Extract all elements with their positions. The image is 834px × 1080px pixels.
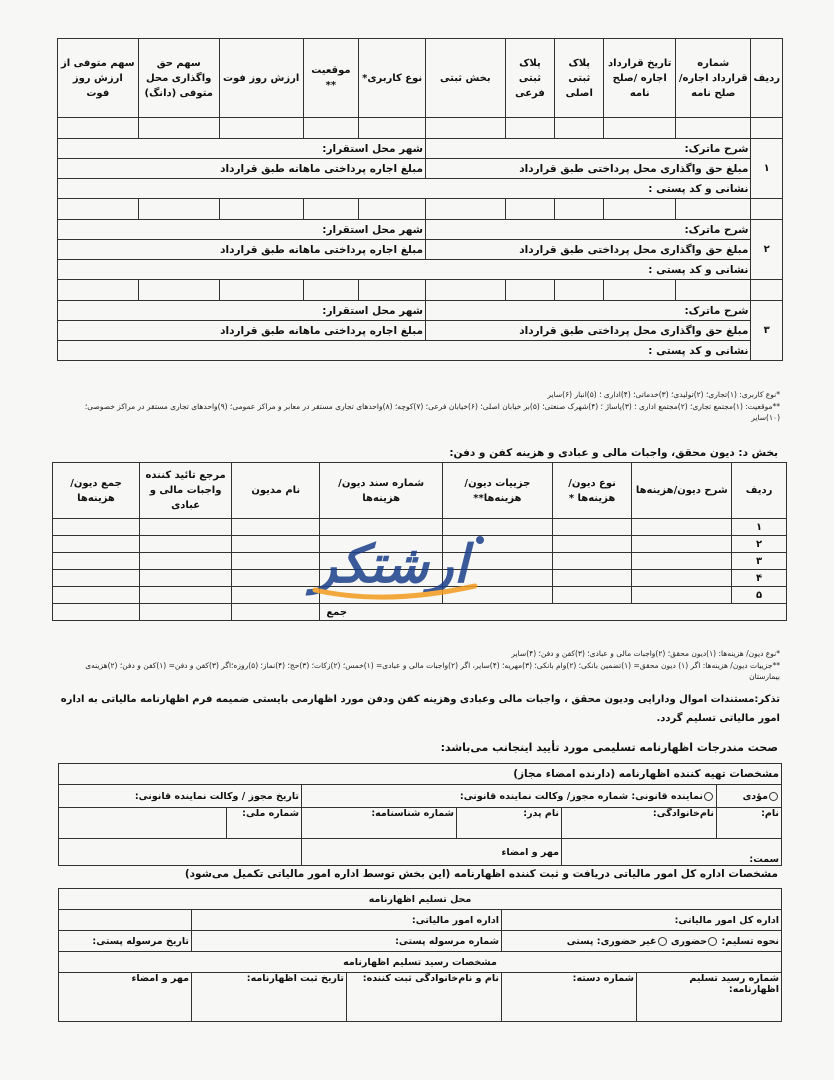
location-footnote-end: (۱۰)سایر xyxy=(751,413,780,423)
receipt-title: مشخصات رسید تسلیم اظهارنامه xyxy=(59,952,782,973)
debt-types-footnote: *نوع دیون/ هزینه‌ها: (۱)دیون محقق؛ (۲)واجبات مالی و عبادی؛ (۳)کفن و دفن؛ (۴)سایر xyxy=(511,649,780,658)
footnotes-debt-types xyxy=(40,648,780,683)
seal-area[interactable] xyxy=(59,839,302,866)
registration-date-label: تاریخ ثبت اظهارنامه: xyxy=(192,973,347,1022)
debt-details-footnote-end: بیمارستان xyxy=(749,672,780,682)
cell[interactable] xyxy=(140,536,232,553)
table-row xyxy=(58,301,783,321)
col-header: نوع کاربری* xyxy=(359,39,426,118)
cell[interactable] xyxy=(53,536,140,553)
cell[interactable] xyxy=(53,519,140,536)
city-label: شهر محل استقرار: xyxy=(58,139,426,159)
cell[interactable] xyxy=(53,587,140,604)
receipt-number-label: شماره رسید تسلیم اظهارنامه: xyxy=(637,973,782,1022)
seal-label: مهر و امضاء xyxy=(302,839,562,866)
table-row xyxy=(59,764,782,785)
cell[interactable] xyxy=(320,519,443,536)
preparer-title: مشخصات تهیه کننده اظهارنامه (دارنده امضاء مجاز) xyxy=(59,764,782,785)
table-row xyxy=(53,587,787,604)
col-header: ارزش روز فوت xyxy=(219,39,303,118)
cell[interactable] xyxy=(320,587,443,604)
blank-cell[interactable] xyxy=(138,199,219,220)
radio-icon[interactable] xyxy=(769,792,778,801)
cell[interactable] xyxy=(320,553,443,570)
cell[interactable] xyxy=(442,587,552,604)
col-header: مرجع تائید کننده واجبات مالی و عبادی xyxy=(140,463,232,519)
row-number: ۴ xyxy=(732,570,787,587)
address-label: نشانی و کد پستی : xyxy=(58,260,751,280)
city-label: شهر محل استقرار: xyxy=(58,220,426,240)
table-row xyxy=(58,118,783,139)
cell[interactable] xyxy=(140,587,232,604)
cell[interactable] xyxy=(632,519,732,536)
asset-desc-label: شرح ماترک: xyxy=(425,301,750,321)
blank-cell[interactable] xyxy=(359,118,426,139)
cell[interactable] xyxy=(552,553,632,570)
row-number: ۳ xyxy=(751,301,783,361)
blank-cell[interactable] xyxy=(58,199,139,220)
blank-cell[interactable] xyxy=(505,118,554,139)
cell[interactable] xyxy=(632,570,732,587)
national-id-value[interactable] xyxy=(59,808,227,839)
blank-cell xyxy=(751,118,783,139)
total-label: جمع xyxy=(320,604,787,621)
blank-cell[interactable] xyxy=(58,280,139,301)
table-row xyxy=(58,139,783,159)
table-row xyxy=(59,889,782,910)
self-label: مؤدی xyxy=(742,790,768,802)
cell[interactable] xyxy=(232,604,320,621)
table-row xyxy=(59,973,782,1022)
col-header: نوع دیون/ هزینه‌ها * xyxy=(552,463,632,519)
table-row xyxy=(58,199,783,220)
cell[interactable] xyxy=(232,553,320,570)
cell[interactable] xyxy=(320,536,443,553)
cell[interactable] xyxy=(632,536,732,553)
col-header: شماره سند دیون/ هزینه‌ها xyxy=(320,463,443,519)
radio-icon[interactable] xyxy=(658,937,667,946)
delivery-method xyxy=(502,931,782,952)
col-header: شرح دیون/هزینه‌ها xyxy=(632,463,732,519)
cell[interactable] xyxy=(53,604,140,621)
table-row xyxy=(53,519,787,536)
table-row xyxy=(59,839,782,866)
general-office-label: اداره کل امور مالیاتی: xyxy=(502,910,782,931)
asset-desc-label: شرح ماترک: xyxy=(425,139,750,159)
table-row xyxy=(53,570,787,587)
blank-cell[interactable] xyxy=(303,199,359,220)
blank-cell[interactable] xyxy=(303,280,359,301)
blank-cell[interactable] xyxy=(303,118,359,139)
radio-icon[interactable] xyxy=(708,937,717,946)
blank-cell[interactable] xyxy=(676,280,751,301)
cell[interactable] xyxy=(232,536,320,553)
blank-cell[interactable] xyxy=(555,118,604,139)
transfer-fee-label: مبلغ حق واگذاری محل پرداختی طبق قرارداد xyxy=(425,159,750,179)
family-label: نام‌خانوادگی: xyxy=(562,808,717,839)
row-number: ۱ xyxy=(751,139,783,199)
blank-cell[interactable] xyxy=(555,280,604,301)
registrar-label: نام و نام‌خانوادگی ثبت کننده: xyxy=(347,973,502,1022)
radio-icon[interactable] xyxy=(704,792,713,801)
blank-cell[interactable] xyxy=(604,118,676,139)
table-row xyxy=(58,179,783,199)
monthly-rent-label: مبلغ اجاره پرداختی ماهانه طبق قرارداد xyxy=(58,159,426,179)
office-section-title: مشخصات اداره کل امور مالیاتی دریافت و ثبت کننده اظهارنامه (این بخش توسط اداره امور مالیاتی تکمیل می‌شود) xyxy=(184,868,778,880)
cell[interactable] xyxy=(442,570,552,587)
cell[interactable] xyxy=(442,536,552,553)
footnotes-usage-location xyxy=(40,389,780,424)
col-header: نام مدیون xyxy=(232,463,320,519)
cell[interactable] xyxy=(552,519,632,536)
address-label: نشانی و کد پستی : xyxy=(58,179,751,199)
col-header: شماره قرارداد اجاره/صلح نامه xyxy=(676,39,751,118)
transfer-fee-label: مبلغ حق واگذاری محل پرداختی طبق قرارداد xyxy=(425,240,750,260)
asset-desc-label: شرح ماترک: xyxy=(425,220,750,240)
col-header: سهم متوفی از ارزش روز فوت xyxy=(58,39,139,118)
table-row xyxy=(58,220,783,240)
office-table xyxy=(58,888,782,1022)
batch-number-label: شماره دسته: xyxy=(502,973,637,1022)
row-number: ۳ xyxy=(732,553,787,570)
total-row xyxy=(53,604,787,621)
col-header: موقعیت ** xyxy=(303,39,359,118)
blank-cell[interactable] xyxy=(604,199,676,220)
table-row xyxy=(59,952,782,973)
col-header: ردیف xyxy=(732,463,787,519)
cell[interactable] xyxy=(632,587,732,604)
cell[interactable] xyxy=(140,570,232,587)
table-row xyxy=(53,536,787,553)
table-row xyxy=(58,240,783,260)
blank-cell[interactable] xyxy=(425,118,505,139)
local-office-value[interactable] xyxy=(59,910,192,931)
name-label: نام: xyxy=(717,808,782,839)
blank-cell[interactable] xyxy=(676,199,751,220)
blank-cell[interactable] xyxy=(138,280,219,301)
col-header: جمع دیون/ هزینه‌ها xyxy=(53,463,140,519)
cell[interactable] xyxy=(232,587,320,604)
col-header: تاریخ قرارداد اجاره /صلح نامه xyxy=(604,39,676,118)
cell[interactable] xyxy=(140,604,232,621)
table-row xyxy=(58,260,783,280)
row-number: ۲ xyxy=(732,536,787,553)
col-header: سهم حق واگذاری محل متوفی (دانگ) xyxy=(138,39,219,118)
blank-cell[interactable] xyxy=(359,280,426,301)
col-header: پلاک ثبتی اصلی xyxy=(555,39,604,118)
post-label: سمت: xyxy=(562,839,782,866)
cell[interactable] xyxy=(552,570,632,587)
blank-cell[interactable] xyxy=(138,118,219,139)
col-header: ردیف xyxy=(751,39,783,118)
table-row xyxy=(58,321,783,341)
col-header: جزییات دیون/ هزینه‌ها** xyxy=(442,463,552,519)
debt-details-footnote: **جزییات دیون/ هزینه‌ها: اگر (۱) دیون محقق= (۱)تضمین بانکی؛ (۲)وام بانکی؛ (۳)مهریه؛ (۴)سایر، اگر (۲)واجبات مالی و عبادی= (۱)خمس؛ (۲)زکات؛ (۳)حج؛ (۴)نماز؛ (۵)روزه؛اگر (۳)کفن و دفن= (۱)کفن و دفن؛ (۲)هزینه‌ی xyxy=(85,660,780,670)
blank-cell[interactable] xyxy=(219,118,303,139)
rep-label: نماینده قانونی: شماره مجوز/ وکالت نماینده قانونی: xyxy=(459,790,703,802)
blank-cell[interactable] xyxy=(359,199,426,220)
table-row xyxy=(58,341,783,361)
cell[interactable] xyxy=(320,570,443,587)
blank-cell[interactable] xyxy=(604,280,676,301)
blank-cell[interactable] xyxy=(555,199,604,220)
blank-cell[interactable] xyxy=(505,280,554,301)
reminder-note: تذکر:مستندات اموال ودارایی ودیون محقق ، واجبات مالی وعبادی وهزینه کفن ودفن مورد اظهارمی بایستی ضمیمه فرم اظهارنامه مالیاتی به اداره امور مالیاتی تسلیم گردد. xyxy=(60,694,780,724)
cell[interactable] xyxy=(232,570,320,587)
cell[interactable] xyxy=(140,519,232,536)
place-title: محل تسلیم اظهارنامه xyxy=(59,889,782,910)
debts-table xyxy=(52,462,787,621)
cell[interactable] xyxy=(140,553,232,570)
rep-option[interactable] xyxy=(302,785,717,808)
office-seal-label: مهر و امضاء xyxy=(59,973,192,1022)
blank-cell[interactable] xyxy=(219,199,303,220)
col-header: پلاک ثبتی فرعی xyxy=(505,39,554,118)
postal-number-label: شماره مرسوله پستی: xyxy=(192,931,502,952)
table-row xyxy=(53,553,787,570)
blank-cell[interactable] xyxy=(425,199,505,220)
blank-cell[interactable] xyxy=(58,118,139,139)
usage-footnote: *نوع کاربری: (۱)تجاری؛ (۲)تولیدی؛ (۳)خدماتی؛ (۴)اداری ؛ (۵)انبار (۶)سایر xyxy=(547,390,780,399)
section-d-title: بخش د: دیون محقق، واجبات مالی و عبادی و هزینه کفن و دفن: xyxy=(449,447,778,459)
blank-cell xyxy=(751,280,783,301)
cell[interactable] xyxy=(552,587,632,604)
table-row xyxy=(59,931,782,952)
table-row xyxy=(58,159,783,179)
postal-date-label: تاریخ مرسوله پستی: xyxy=(59,931,192,952)
cell[interactable] xyxy=(53,553,140,570)
blank-cell[interactable] xyxy=(505,199,554,220)
table-header-row xyxy=(53,463,787,519)
father-label: نام پدر: xyxy=(457,808,562,839)
transfer-fee-label: مبلغ حق واگذاری محل پرداختی طبق قرارداد xyxy=(425,321,750,341)
cell[interactable] xyxy=(53,570,140,587)
col-header: بخش ثبتی xyxy=(425,39,505,118)
cell[interactable] xyxy=(232,519,320,536)
cell[interactable] xyxy=(442,553,552,570)
blank-cell[interactable] xyxy=(676,118,751,139)
blank-cell[interactable] xyxy=(219,280,303,301)
not-in-person-label: غیر حضوری: پستی xyxy=(566,935,657,947)
table-row xyxy=(59,785,782,808)
city-label: شهر محل استقرار: xyxy=(58,301,426,321)
preparer-table xyxy=(58,763,782,866)
row-number: ۱ xyxy=(732,519,787,536)
confirmation-statement: صحت مندرجات اظهارنامه تسلیمی مورد تأیید اینجانب می‌باشد: xyxy=(440,741,778,754)
method-label: نحوه تسلیم: xyxy=(721,935,779,947)
address-label: نشانی و کد پستی : xyxy=(58,341,751,361)
table-row xyxy=(59,910,782,931)
national-id-label: شماره ملی: xyxy=(227,808,302,839)
leasehold-assets-table xyxy=(57,38,783,361)
location-footnote: **موقعیت: (۱)مجتمع تجاری؛ (۲)مجتمع اداری ؛ (۳)پاساژ ؛ (۴)شهرک صنعتی؛ (۵)بر خیابان اصلی؛ (۶)خیابان فرعی؛ (۷)کوچه؛ (۸)واحدهای تجاری مستقر در معابر و مراکز عمومی؛ (۹)واحدهای تجاری مستقر در مراکز خصوصی؛ xyxy=(84,401,780,411)
table-header-row xyxy=(58,39,783,118)
table-row xyxy=(58,280,783,301)
local-office-label: اداره امور مالیاتی: xyxy=(192,910,502,931)
row-number: ۵ xyxy=(732,587,787,604)
cell[interactable] xyxy=(552,536,632,553)
table-row xyxy=(59,808,782,839)
self-option[interactable] xyxy=(717,785,782,808)
cell[interactable] xyxy=(632,553,732,570)
watermark-text: ارشتکر xyxy=(311,534,469,595)
in-person-label: حضوری xyxy=(670,935,708,947)
row-number: ۲ xyxy=(751,220,783,280)
id-no-label: شماره شناسنامه: xyxy=(302,808,457,839)
blank-cell xyxy=(751,199,783,220)
blank-cell[interactable] xyxy=(425,280,505,301)
rep-date-label: تاریخ مجوز / وکالت نماینده قانونی: xyxy=(59,785,302,808)
cell[interactable] xyxy=(442,519,552,536)
monthly-rent-label: مبلغ اجاره پرداختی ماهانه طبق قرارداد xyxy=(58,240,426,260)
monthly-rent-label: مبلغ اجاره پرداختی ماهانه طبق قرارداد xyxy=(58,321,426,341)
